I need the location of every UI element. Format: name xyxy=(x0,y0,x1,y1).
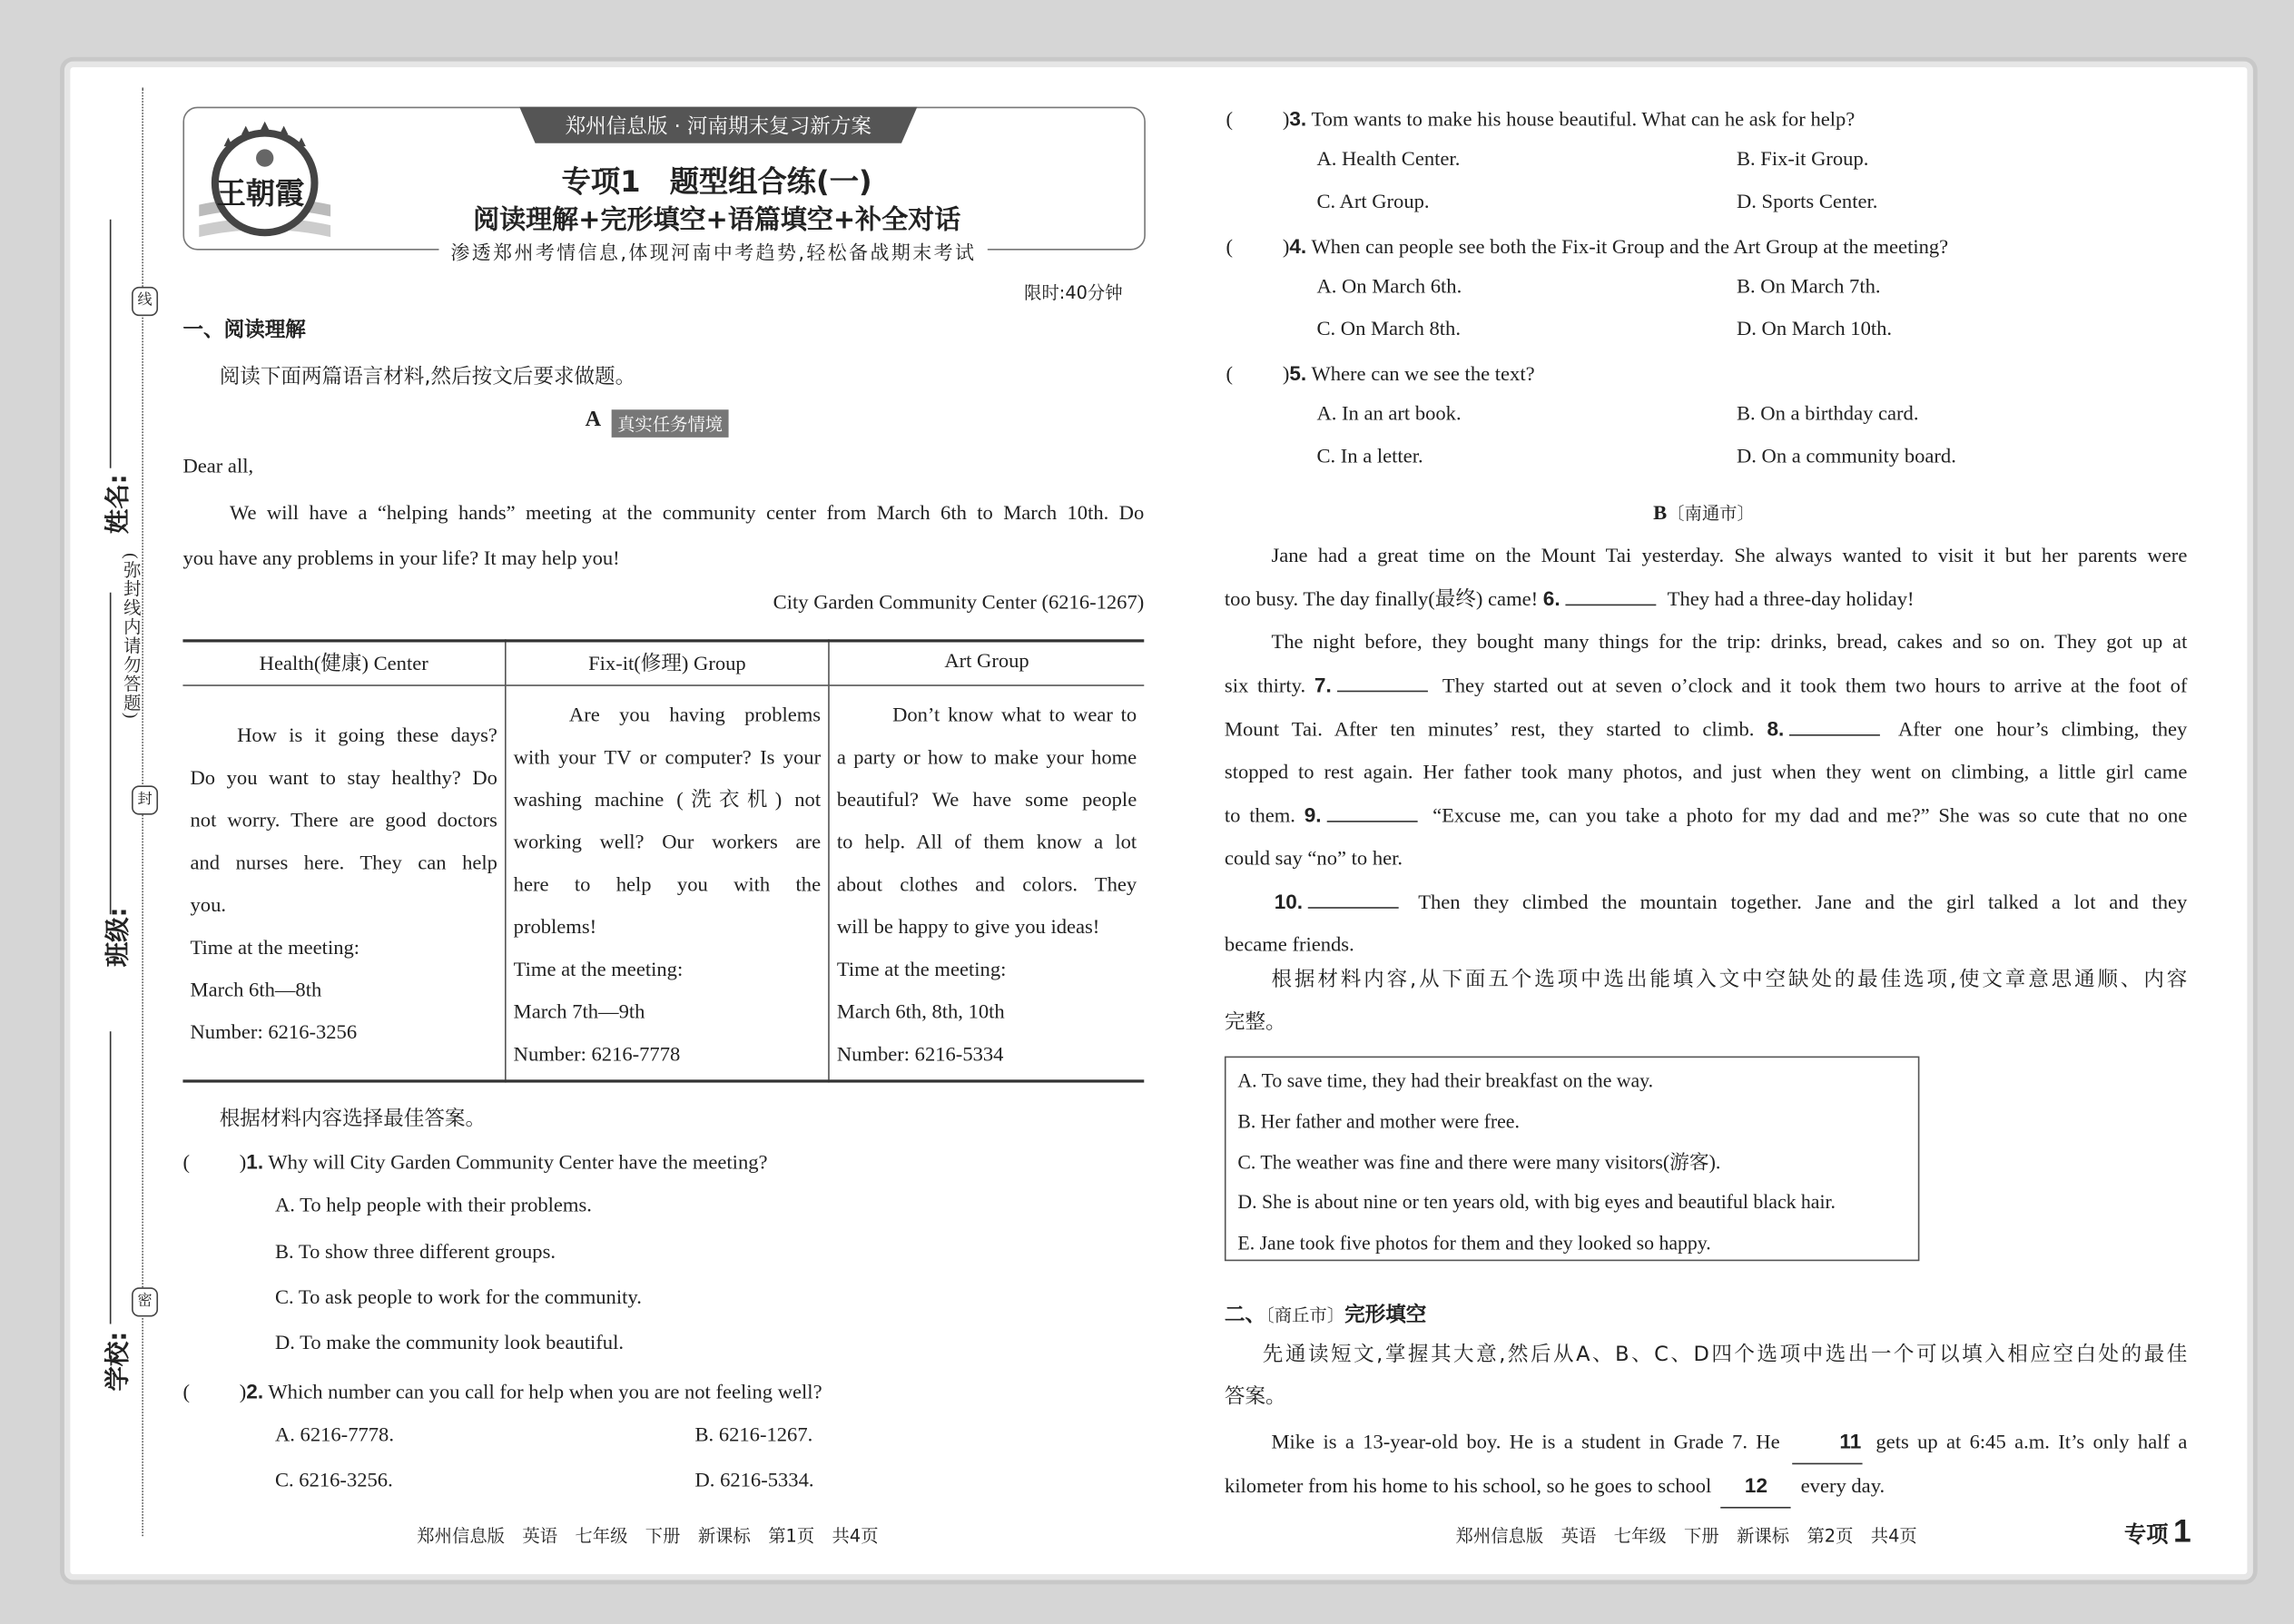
footer-item: 共4页 xyxy=(1870,1525,1917,1547)
blank-6[interactable] xyxy=(1566,586,1657,605)
text-line: 先通读短文,掌握其大意,然后从A、B、C、D四个选项中选出一个可以填入相应空白处的最佳 xyxy=(1262,1343,2188,1367)
text: six thirty. xyxy=(1224,675,1306,698)
question-text: Where can we see the text? xyxy=(1311,364,1535,387)
section-2-source: 〔商丘市〕 xyxy=(1265,1304,1345,1326)
question-2: ( )2. Which number can you call for help when you are not feeling well? xyxy=(182,1379,822,1405)
options-box xyxy=(1225,1057,1920,1262)
footer-item: 第2页 xyxy=(1807,1525,1854,1547)
passage-line: could say “no” to her. xyxy=(1224,848,1403,871)
passage-line: became friends. xyxy=(1224,934,1354,957)
text-line: March 6th, 8th, 10th xyxy=(836,1001,1005,1024)
choose-instruction: 根据材料内容选择最佳答案。 xyxy=(219,1107,487,1131)
answer-option[interactable]: D. Sports Center. xyxy=(1736,192,1878,214)
question-1: ( )1. Why will City Garden Community Center have the meeting? xyxy=(182,1149,768,1176)
question-text: Which number can you call for help when you are not feeling well? xyxy=(268,1382,822,1405)
section-2-heading xyxy=(1225,1299,1426,1328)
text-line: here to help you with the xyxy=(513,873,822,897)
seal-mark-seal: 封 xyxy=(132,785,158,814)
school-line xyxy=(110,1031,112,1324)
time-limit: 限时:40分钟 xyxy=(1024,282,1123,303)
text-line: Number: 6216-7778 xyxy=(513,1043,681,1067)
text-line: 根据材料内容,从下面五个选项中选出能填入文中空缺处的最佳选项,使文章意思通顺、内容 xyxy=(1271,968,2188,992)
section-badge xyxy=(2124,1512,2191,1550)
text: Then they climbed the mountain together. Jane and the girl talked a lot and they xyxy=(1418,892,2188,915)
question-text: Tom wants to make his house beautiful. What can he ask for help? xyxy=(1311,109,1856,133)
answer-option[interactable]: C. On March 8th. xyxy=(1316,319,1462,341)
answer-option[interactable]: A. In an art book. xyxy=(1316,403,1462,426)
text-line: Number: 6216-3256 xyxy=(190,1021,358,1044)
passage-line xyxy=(1225,1464,2187,1508)
blank-7-number: 7. xyxy=(1314,673,1332,697)
blank-11[interactable]: 11 xyxy=(1793,1421,1863,1464)
blank-8[interactable] xyxy=(1790,717,1881,736)
text-line: to help. All of them know a lot xyxy=(836,832,1137,854)
text-line: about clothes and colors. They xyxy=(836,873,1137,897)
text: too busy. The day finally(最终) came! xyxy=(1224,589,1539,612)
footer-item: 第1页 xyxy=(768,1525,815,1547)
answer-option[interactable]: D. On a community board. xyxy=(1736,446,1956,468)
cloze-instruction xyxy=(1225,1334,2187,1419)
footer-item: 新课标 xyxy=(1737,1525,1790,1547)
passage-line xyxy=(1225,664,2187,708)
groups-table xyxy=(182,639,1144,1082)
blank-6-number: 6. xyxy=(1542,586,1561,611)
badge-label: 专项 xyxy=(2124,1521,2169,1549)
blank-7[interactable] xyxy=(1337,673,1428,692)
passage-line: stopped to rest again. Her father took many photos, and just when they went on climbing, a little girl came xyxy=(1224,762,2188,784)
passage-line: The night before, they bought many things for the trip: drinks, bread, cakes and so on. They got up at xyxy=(1271,632,2188,655)
text-line: Time at the meeting: xyxy=(513,959,684,981)
letter-body xyxy=(182,491,1144,582)
text: kilometer from his home to his school, so he goes to school xyxy=(1224,1476,1712,1499)
passage-a-tag: 真实任务情境 xyxy=(612,409,729,438)
blank-10-number: 10. xyxy=(1274,889,1304,913)
cloze-passage xyxy=(1225,1421,2187,1509)
passage-b-text xyxy=(1225,536,2187,967)
answer-option[interactable]: D. 6216-5334. xyxy=(694,1470,814,1492)
answer-option[interactable]: A. On March 6th. xyxy=(1316,276,1462,299)
blank-8-number: 8. xyxy=(1767,716,1785,741)
table-header-fixit: Fix-it(修理) Group xyxy=(506,641,829,684)
answer-bracket[interactable]: ( xyxy=(182,1152,190,1176)
text-line: A. To save time, they had their breakfast on the way. xyxy=(1237,1069,1654,1092)
answer-option[interactable]: C. Art Group. xyxy=(1316,192,1430,214)
text-line: and nurses here. They can help xyxy=(190,851,497,874)
text-line: D. She is about nine or ten years old, with big eyes and beautiful black hair. xyxy=(1237,1191,1836,1214)
school-label: 学校: xyxy=(103,1331,133,1392)
answer-option[interactable]: C. 6216-3256. xyxy=(274,1470,393,1492)
text-line: Don’t know what to wear to xyxy=(892,704,1137,727)
text-line: 完整。 xyxy=(1224,1010,1286,1035)
question-number: 1. xyxy=(246,1149,264,1174)
section-1-heading: 一、阅读理解 xyxy=(182,319,306,343)
footer-item: 共4页 xyxy=(832,1525,879,1547)
name-label: 姓名: xyxy=(103,474,133,535)
question-text: When can people see both the Fix-it Group and the Art Group at the meeting? xyxy=(1311,237,1949,260)
answer-option[interactable]: C. To ask people to work for the community. xyxy=(274,1287,642,1310)
text-line: Number: 6216-5334 xyxy=(836,1043,1004,1067)
text-line: Time at the meeting: xyxy=(190,937,360,960)
text-line: Are you having problems xyxy=(568,704,822,727)
text-line: you have any problems in your life? It may help you! xyxy=(182,548,620,571)
passage-line: Jane had a great time on the Mount Tai yesterday. She always wanted to visit it but her parents were xyxy=(1271,546,2188,568)
question-number: 4. xyxy=(1289,233,1307,258)
page-subtitle: 阅读理解+完形填空+语篇填空+补全对话 xyxy=(473,204,961,236)
passage-line xyxy=(1225,1421,2187,1464)
text: gets up at 6:45 a.m. It’s only half a xyxy=(1876,1432,2188,1454)
answer-bracket[interactable]: ( xyxy=(1226,364,1234,387)
text-line: washing machine (洗衣机) not xyxy=(513,789,822,812)
answer-option[interactable]: B. On a birthday card. xyxy=(1736,403,1919,426)
text-line: We will have a “helping hands” meeting at the community center from March 6th to March 10th. Do xyxy=(230,503,1145,526)
footer-item: 英语 xyxy=(522,1525,558,1547)
question-text: Why will City Garden Community Center have the meeting? xyxy=(268,1152,768,1176)
seal-notice: (弥封线内请勿答题) xyxy=(121,553,143,720)
question-number: 5. xyxy=(1289,361,1307,385)
footer-item: 英语 xyxy=(1561,1525,1597,1547)
reading-instruction: 阅读下面两篇语言材料,然后按文后要求做题。 xyxy=(219,365,636,389)
footer-item: 郑州信息版 xyxy=(1455,1525,1544,1547)
name-line xyxy=(110,220,112,468)
text: Mount Tai. After ten minutes’ rest, they started to climb. xyxy=(1224,719,1755,743)
answer-bracket[interactable]: ( xyxy=(1226,237,1234,260)
page-title: 专项1 题型组合练(一) xyxy=(561,163,872,200)
question-3: ( )3. Tom wants to make his house beautiful. What can he ask for help? xyxy=(1226,106,1856,133)
answer-option[interactable]: B. Fix-it Group. xyxy=(1736,149,1869,172)
blank-9[interactable] xyxy=(1327,803,1418,822)
table-cell-art xyxy=(829,684,1144,1081)
question-number: 2. xyxy=(246,1379,264,1403)
table-header-art: Art Group xyxy=(829,641,1144,684)
text-line: B. Her father and mother were free. xyxy=(1237,1109,1520,1133)
text-line: will be happy to give you ideas! xyxy=(836,916,1100,939)
passage-a-label: A xyxy=(585,408,602,432)
text-line: Do you want to stay healthy? Do xyxy=(190,767,497,790)
answer-option[interactable]: D. On March 10th. xyxy=(1736,319,1893,341)
text-line: beautiful? We have some people xyxy=(836,789,1137,812)
passage-line xyxy=(1225,881,2187,924)
text: “Excuse me, can you take a photo for my dad and me?” She was so cute that no one xyxy=(1433,805,2188,829)
passage-line xyxy=(1225,794,2187,838)
blank-12[interactable]: 12 xyxy=(1721,1464,1791,1508)
passage-b-letter: B xyxy=(1653,503,1668,526)
badge-number: 1 xyxy=(2173,1512,2191,1550)
answer-option[interactable]: D. To make the community look beautiful. xyxy=(274,1333,624,1355)
section-2-title: 完形填空 xyxy=(1344,1303,1427,1327)
answer-option[interactable]: B. To show three different groups. xyxy=(274,1242,556,1265)
answer-bracket[interactable]: ( xyxy=(1226,109,1234,133)
question-5: ( )5. Where can we see the text? xyxy=(1226,361,1535,387)
text-line: Time at the meeting: xyxy=(836,959,1007,981)
footer-item: 七年级 xyxy=(1613,1525,1667,1547)
publisher-logo xyxy=(199,117,330,246)
answer-option[interactable]: A. Health Center. xyxy=(1316,149,1461,172)
table-cell-health xyxy=(182,684,505,1081)
passage-b-instruction xyxy=(1225,960,2187,1044)
text-line: March 7th—9th xyxy=(513,1001,645,1024)
footer-item: 新课标 xyxy=(697,1525,751,1547)
text-line: C. The weather was fine and there were many visitors(游客). xyxy=(1237,1150,1721,1173)
passage-line xyxy=(1225,708,2187,752)
text-line: not worry. There are good doctors xyxy=(190,810,497,832)
class-line xyxy=(110,593,112,915)
text-line: with your TV or computer? Is your xyxy=(513,746,822,769)
table-header-health: Health(健康) Center xyxy=(182,641,505,684)
text-line: 答案。 xyxy=(1224,1385,1286,1409)
question-4: ( )4. When can people see both the Fix-it Group and the Art Group at the meeting? xyxy=(1226,233,1949,260)
answer-option[interactable]: A. To help people with their problems. xyxy=(274,1195,592,1217)
letter-greeting: Dear all, xyxy=(182,456,254,478)
seal-mark-line: 线 xyxy=(132,287,158,316)
table-cell-fixit xyxy=(506,684,829,1081)
question-number: 3. xyxy=(1289,106,1307,131)
table-row xyxy=(182,684,1144,1081)
text-line: working well? Our workers are xyxy=(513,832,822,854)
text-line: How is it going these days? xyxy=(237,724,497,747)
letter-signature: City Garden Community Center (6216-1267) xyxy=(773,592,1145,615)
answer-option[interactable]: C. In a letter. xyxy=(1316,446,1423,468)
text: They started out at seven o’clock and it took them two hours to arrive at the foot of xyxy=(1442,675,2188,698)
text: every day. xyxy=(1800,1476,1885,1499)
seal-mark-secret: 密 xyxy=(132,1287,158,1316)
text: to them. xyxy=(1224,805,1295,829)
footer-left xyxy=(417,1523,896,1548)
footer-right xyxy=(1456,1523,1935,1548)
text-line: E. Jane took five photos for them and they looked so happy. xyxy=(1237,1232,1711,1255)
class-label: 班级: xyxy=(103,907,133,968)
tagline: 渗透郑州考情信息,体现河南中考趋势,轻松备战期末考试 xyxy=(438,237,988,265)
answer-option[interactable]: B. On March 7th. xyxy=(1736,276,1881,299)
passage-b-label xyxy=(1653,500,1755,527)
logo-text: 王朝霞 xyxy=(216,175,305,212)
section-2-number: 二、 xyxy=(1224,1303,1266,1327)
text-line: March 6th—8th xyxy=(190,979,322,1002)
footer-item: 下册 xyxy=(645,1525,681,1547)
blank-9-number: 9. xyxy=(1304,802,1322,827)
passage-line xyxy=(1225,578,2187,622)
footer-item: 下册 xyxy=(1684,1525,1719,1547)
blank-10[interactable] xyxy=(1309,890,1400,909)
text: Mike is a 13-year-old boy. He is a student in Grade 7. He xyxy=(1271,1432,1780,1454)
text-line: you. xyxy=(190,894,226,917)
text-line: problems! xyxy=(513,916,597,939)
passage-b-source: 〔南通市〕 xyxy=(1667,503,1755,524)
text: After one hour’s climbing, they xyxy=(1897,719,2188,743)
text-line: a party or how to make your home xyxy=(836,746,1137,769)
footer-item: 郑州信息版 xyxy=(417,1525,506,1547)
answer-option[interactable]: B. 6216-1267. xyxy=(694,1424,813,1447)
text: They had a three-day holiday! xyxy=(1667,589,1915,612)
answer-option[interactable]: A. 6216-7778. xyxy=(274,1424,394,1447)
answer-bracket[interactable]: ( xyxy=(182,1382,190,1405)
footer-item: 七年级 xyxy=(575,1525,628,1547)
series-banner-text: 郑州信息版 · 河南期末复习新方案 xyxy=(565,115,871,140)
table-header-row xyxy=(182,641,1144,684)
